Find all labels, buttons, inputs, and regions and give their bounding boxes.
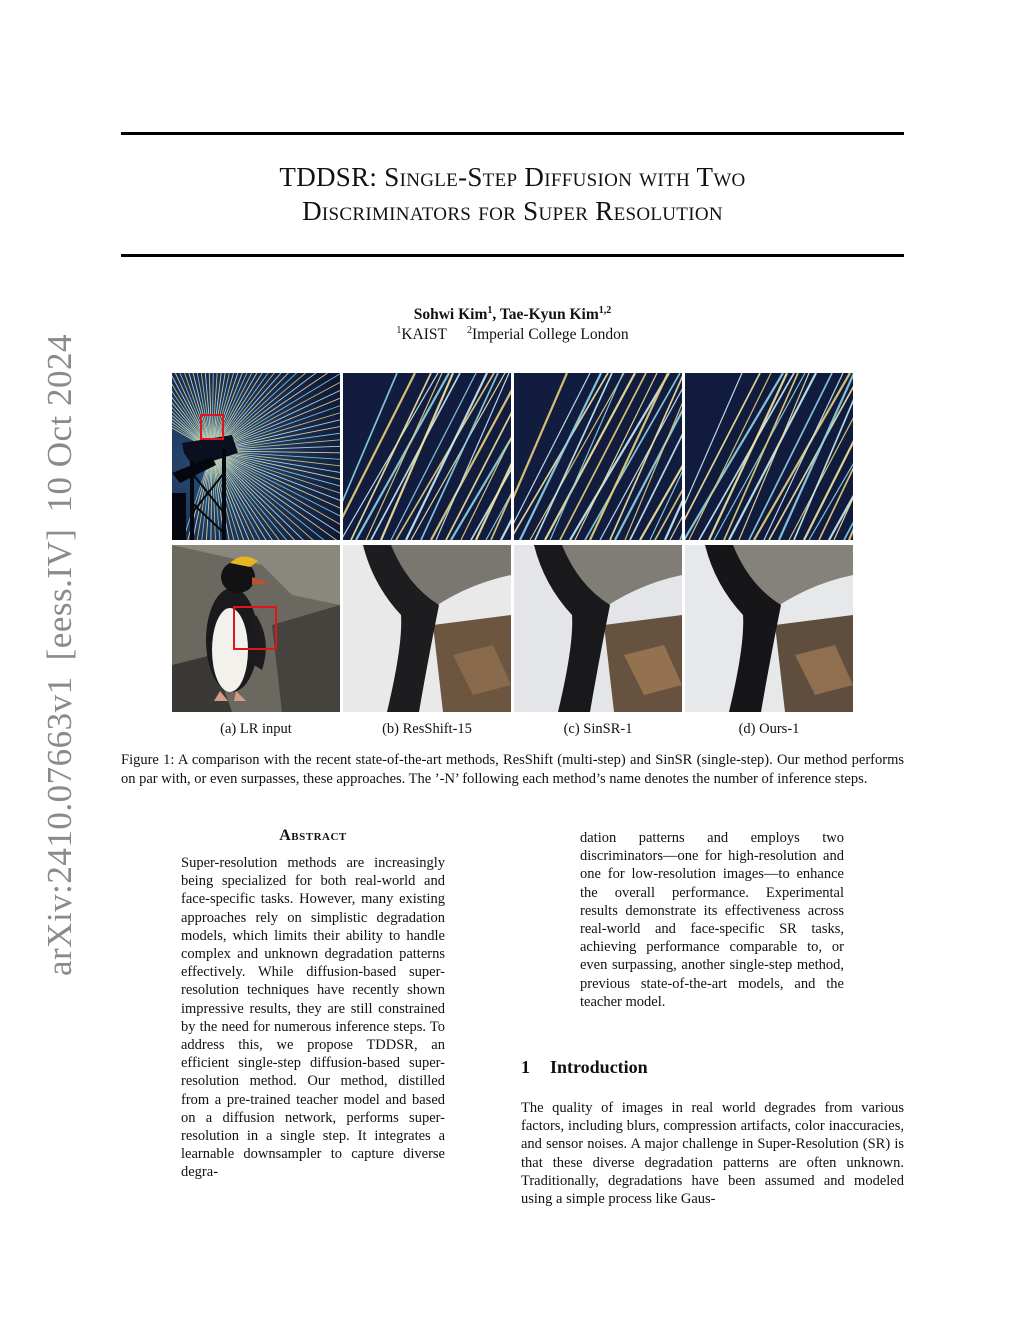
introduction-text: The quality of images in real world degrades from various factors, including blurs, compression artifacts, color inaccuracies, and sensor noises. A major challenge in Super-Resolution (SR) is that these diverse degradation patterns are often unknown. Traditionally, degradations have been assumed and modeled using a simple process like Gaus- [521,1100,904,1208]
subcaption-c: (c) SinSR-1 [563,721,633,737]
author-list [121,306,904,324]
title-line-2: Discriminators for Super Resolution [302,196,723,226]
star-trails-resshift-crop [343,373,511,540]
figure-caption: Figure 1: A comparison with the recent state-of-the-art methods, ResShift (multi-step) and SinSR (single-step). Our method performs on par with, or even surpasses, these approaches. The ’-N’ following each method’s name denotes the number of inference steps. [121,752,904,787]
section-number: 1 [521,1057,530,1077]
panel-star-trails-sinsr [514,373,682,540]
arxiv-stamp [40,334,80,976]
affil-2: Imperial College London [471,326,629,343]
title-top-rule [121,132,904,135]
abstract-text-right: dation patterns and employs two discriminators—one for high-resolution and one for low-resolution images—to enhance the overall performance. Experimental results demonstrate its effectiveness across real-world and face-specific SR tasks, achieving performance comparable to, or even surpassing, another single-step method, previous state-of-the-art models, and the teacher model. [580,830,844,1010]
panel-star-trails-ours [685,373,853,540]
panel-penguin-sinsr [514,545,682,712]
introduction-heading [521,1057,648,1078]
subcaption-b: (b) ResShift-15 [382,721,472,737]
author-1-affil-mark: 1 [487,305,493,316]
panel-penguin-resshift [343,545,511,712]
subcaption-d: (d) Ours-1 [738,721,800,737]
panel-penguin-lr-input [172,545,340,712]
paper-title [121,160,904,228]
penguin-ours-crop [685,545,853,712]
penguin-resshift-crop [343,545,511,712]
affil-1-mark: 1 [396,325,402,336]
affil-2-mark: 2 [466,325,472,336]
author-separator: , [492,306,500,323]
arxiv-id: arXiv:2410.07663v1 [40,676,79,977]
abstract-text-left: Super-resolution methods are increasingly being specialized for both real-world and face-specific tasks. However, many existing approaches rely on simplistic degradation models, which limits their ability to handle complex and unknown degradation patterns effectively. While diffusion-based super-resolution techniques have recently shown impressive results, they are still constrained by the need for numerous inference steps. To address this, we propose TDDSR, an efficient single-step diffusion-based super-resolution method. Our method, distilled from a pre-trained teacher model and based on a diffusion network, performs super-resolution in a single step. It integrates a learnable downsampler to capture diverse degra- [181,855,445,1181]
arxiv-date: 10 Oct 2024 [40,333,79,513]
subcaption-a: (a) LR input [220,721,292,737]
penguin-lr-image [172,545,340,712]
panel-star-trails-lr-input [172,373,340,540]
panel-star-trails-resshift [343,373,511,540]
arxiv-category: [eess.IV] [40,528,79,661]
title-bottom-rule [121,254,904,257]
author-2: Tae-Kyun Kim [499,306,599,323]
author-2-affil-mark: 1,2 [598,305,612,316]
author-1: Sohwi Kim [413,306,488,323]
panel-penguin-ours [685,545,853,712]
star-trails-ours-crop [685,373,853,540]
affiliations [121,326,904,344]
section-title: Introduction [550,1057,648,1077]
penguin-sinsr-crop [514,545,682,712]
star-trails-lr-image [172,373,340,540]
affil-1: KAIST [401,326,447,343]
abstract-heading: Abstract [279,827,347,844]
title-line-1: TDDSR: Single-Step Diffusion with Two [279,162,746,192]
star-trails-sinsr-crop [514,373,682,540]
